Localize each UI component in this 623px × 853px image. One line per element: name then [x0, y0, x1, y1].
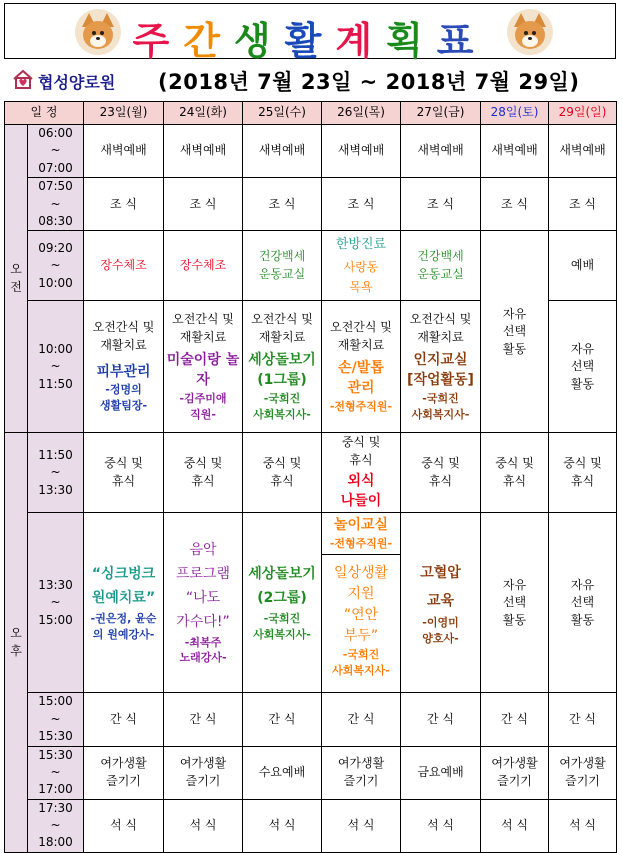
cell: 자유 선택 활동 — [481, 513, 549, 693]
cell: 석 식 — [481, 799, 549, 852]
table-row — [5, 125, 617, 178]
time-slot: 13:30 ~ 15:00 — [28, 513, 84, 693]
cell-line: -국희진 사회복지사- — [332, 647, 390, 677]
cell: 조 식 — [401, 178, 481, 231]
cell: 석 식 — [322, 799, 401, 852]
header-thu: 26일(목) — [322, 102, 401, 125]
cell: 석 식 — [243, 799, 322, 852]
cell — [164, 513, 243, 693]
title-char: 획 — [386, 19, 437, 63]
cell: 수요예배 — [243, 746, 322, 799]
cell-line: 인지교실 [작업활동] — [407, 352, 474, 389]
cell-line: 오전간식 및 재활치료 — [92, 320, 155, 352]
cell: 자유 선택 활동 — [549, 301, 617, 433]
cell: 간 식 — [549, 693, 617, 746]
cell: 새벽예배 — [84, 125, 164, 178]
subtitle-row — [8, 66, 620, 96]
cell: 석 식 — [164, 799, 243, 852]
cell-line: 오전간식 및 재활치료 — [330, 320, 392, 352]
header-schedule: 일 정 — [5, 102, 84, 125]
cell: 조 식 — [481, 178, 549, 231]
cell: 중식 및 휴식 — [243, 433, 322, 513]
cell-line: 미술이랑 놀자 — [166, 352, 240, 389]
cell-line: 오전간식 및 재활치료 — [172, 312, 234, 344]
shiba-dog-icon — [507, 9, 553, 55]
cell: 여가생활 즐기기 — [84, 746, 164, 799]
header-mon: 23일(월) — [84, 102, 164, 125]
cell-line: -이영미 양호사- — [422, 615, 459, 645]
cell: 석 식 — [401, 799, 481, 852]
cell: 중식 및 휴식 — [549, 433, 617, 513]
cell-bottom — [322, 555, 400, 679]
table-row — [5, 513, 617, 693]
cell — [322, 513, 401, 693]
cell-line: 세상돌보기 (2그룹) — [248, 566, 316, 606]
table-row — [5, 799, 617, 852]
time-slot: 06:00 ~ 07:00 — [28, 125, 84, 178]
time-slot: 07:50 ~ 08:30 — [28, 178, 84, 231]
title-char: 표 — [436, 19, 488, 63]
cell: 간 식 — [481, 693, 549, 746]
cell — [322, 231, 401, 301]
time-slot: 11:50 ~ 13:30 — [28, 433, 84, 513]
table-row — [5, 231, 617, 301]
cell: 여가생활 즐기기 — [481, 746, 549, 799]
cell: 간 식 — [164, 693, 243, 746]
cell: 중식 및 휴식 — [401, 433, 481, 513]
cell — [243, 301, 322, 433]
cell-top — [322, 513, 400, 554]
title-char: 주 — [132, 19, 184, 63]
cell-line: 피부관리 — [96, 364, 151, 381]
cell: 중식 및 휴식 — [164, 433, 243, 513]
cell-line: 오전간식 및 재활치료 — [409, 312, 472, 344]
cell-line: 세상돌보기 (1그룹) — [248, 352, 316, 389]
header-wed: 25일(수) — [243, 102, 322, 125]
cell — [243, 513, 322, 693]
header-fri: 27일(금) — [401, 102, 481, 125]
cell-line: 놀이교실 — [333, 517, 389, 534]
cell: 건강백세 운동교실 — [401, 231, 481, 301]
period-pm: 오 후 — [5, 433, 28, 853]
title-char: 활 — [284, 19, 336, 63]
cell: 간 식 — [84, 693, 164, 746]
cell: 새벽예배 — [401, 125, 481, 178]
cell: 조 식 — [322, 178, 401, 231]
cell: 새벽예배 — [243, 125, 322, 178]
time-slot: 15:30 ~ 17:00 — [28, 746, 84, 799]
schedule-period: (2018년 7월 23일 ~ 2018년 7월 29일) — [158, 70, 580, 94]
cell-line: -국희진 사회복지사- — [411, 391, 470, 421]
cell-line: -국희진 사회복지사- — [253, 391, 311, 421]
cell — [401, 513, 481, 693]
table-row — [5, 178, 617, 231]
heart-house-icon — [12, 69, 34, 89]
cell-line: 사랑동 — [343, 259, 379, 274]
cell-line: 오전간식 및 재활치료 — [251, 312, 313, 344]
cell: 새벽예배 — [164, 125, 243, 178]
cell: 간 식 — [243, 693, 322, 746]
time-slot: 09:20 ~ 10:00 — [28, 231, 84, 301]
cell-line: -전형주직원- — [329, 399, 393, 413]
cell: 간 식 — [401, 693, 481, 746]
table-row — [5, 746, 617, 799]
cell-line: -정명의 생활팀장- — [99, 383, 148, 413]
title-char: 계 — [335, 19, 387, 63]
cell: 중식 및 휴식 — [481, 433, 549, 513]
cell-line: 음악 프로그램 “나도 가수다!” — [175, 542, 231, 630]
cell-line: 일상생활 지원 “연안 부두” — [333, 564, 389, 644]
cell: 자유 선택 활동 — [549, 513, 617, 693]
cell: 금요예배 — [401, 746, 481, 799]
title-box — [4, 3, 616, 63]
period-am: 오 전 — [5, 125, 28, 433]
cell: 석 식 — [549, 799, 617, 852]
header-sun: 29일(일) — [549, 102, 617, 125]
cell-line: -김주미애 직원- — [179, 391, 227, 421]
title-char: 간 — [183, 19, 234, 63]
cell: 자유 선택 활동 — [481, 231, 549, 433]
cell: 새벽예배 — [481, 125, 549, 178]
cell: 조 식 — [164, 178, 243, 231]
cell: 석 식 — [84, 799, 164, 852]
cell — [164, 301, 243, 433]
cell: 새벽예배 — [549, 125, 617, 178]
cell: 건강백세 운동교실 — [243, 231, 322, 301]
header-tue: 24일(화) — [164, 102, 243, 125]
cell-line: 한방진료 — [335, 237, 387, 253]
cell-line: 외식 나들이 — [340, 472, 382, 510]
cell: 예배 — [549, 231, 617, 301]
cell: 조 식 — [84, 178, 164, 231]
cell-line: 목욕 — [349, 279, 373, 294]
cell-line: 중식 및 휴식 — [341, 435, 381, 467]
cell: 여가생활 즐기기 — [164, 746, 243, 799]
table-row — [5, 433, 617, 513]
cell — [322, 301, 401, 433]
org-name: 협성양로원 — [38, 73, 116, 92]
cell-line: -국희진 사회복지사- — [253, 611, 311, 641]
cell-line: 손/발톱 관리 — [338, 359, 384, 397]
cell: 여가생활 즐기기 — [549, 746, 617, 799]
header-sat: 28일(토) — [481, 102, 549, 125]
header-row — [5, 102, 617, 125]
cell-line: -최복주 노래강사- — [179, 635, 227, 665]
cell: 조 식 — [549, 178, 617, 231]
cell — [84, 301, 164, 433]
cell-line: 고혈압 교육 — [420, 564, 461, 609]
cell-line: -전형주직원- — [329, 536, 393, 550]
cell: 장수체조 — [164, 231, 243, 301]
time-slot: 10:00 ~ 11:50 — [28, 301, 84, 433]
cell: 여가생활 즐기기 — [322, 746, 401, 799]
time-slot: 17:30 ~ 18:00 — [28, 799, 84, 852]
weekly-schedule-table — [4, 101, 617, 853]
cell-line: “싱크벙크 원예치료” — [91, 566, 156, 606]
cell: 간 식 — [322, 693, 401, 746]
cell: 중식 및 휴식 — [84, 433, 164, 513]
title-char: 생 — [233, 19, 285, 63]
cell: 새벽예배 — [322, 125, 401, 178]
cell: 장수체조 — [84, 231, 164, 301]
time-slot: 15:00 ~ 15:30 — [28, 693, 84, 746]
cell — [84, 513, 164, 693]
cell: 조 식 — [243, 178, 322, 231]
cell — [322, 433, 401, 513]
table-row — [5, 693, 617, 746]
cell-line: -권은정, 윤순 의 원예강사- — [90, 611, 157, 641]
cell — [401, 301, 481, 433]
